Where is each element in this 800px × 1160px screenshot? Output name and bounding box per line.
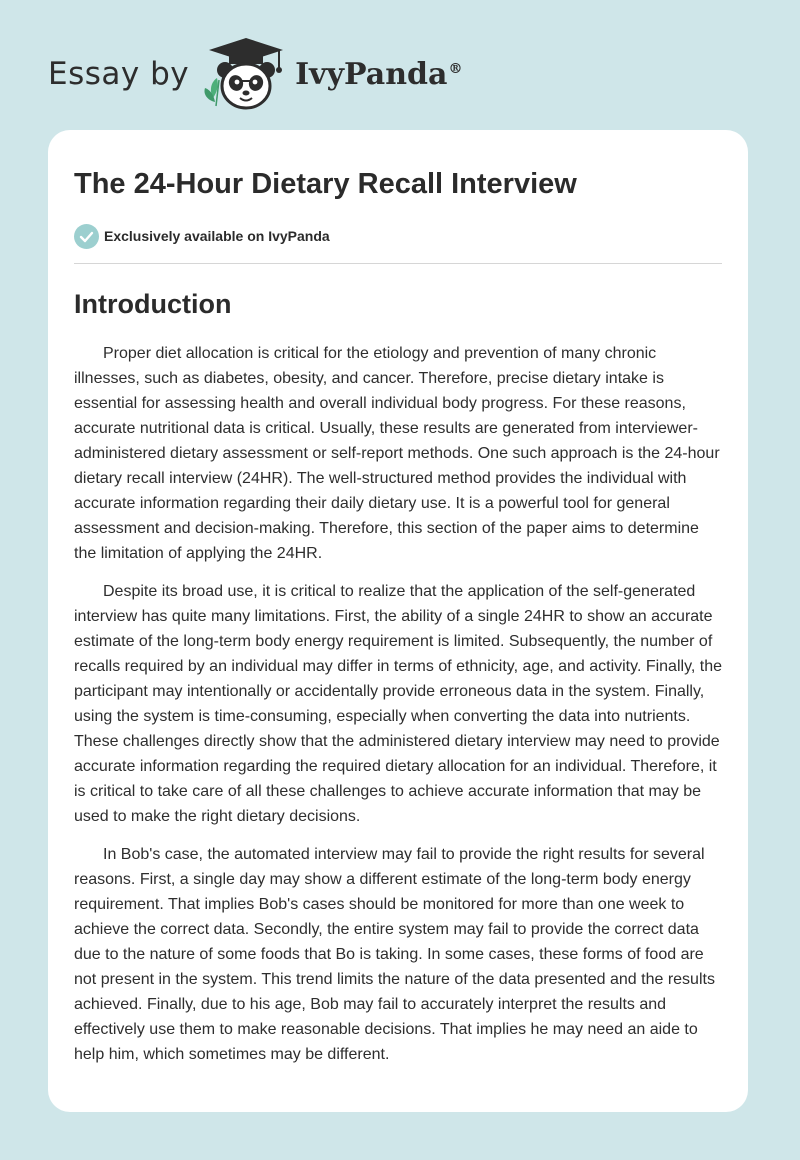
essay-title: The 24-Hour Dietary Recall Interview	[74, 168, 577, 200]
exclusive-badge	[74, 223, 722, 249]
brand-prefix: Essay by	[48, 56, 190, 92]
paragraph: Despite its broad use, it is critical to realize that the application of the self-generated interview has quite many limitations. First, the ability of a single 24HR to show an accurate estimate of the long-term body energy requirement is limited. Subsequently, the number of recalls required by an individual may differ in terms of ethnicity, age, and activity. Finally, the participant may intentionally or accidentally provide erroneous data in the system. Finally, using the system is time-consuming, especially when converting the data into nutrients. These challenges directly show that the administered dietary interview may need to provide accurate information regarding the required dietary allocation for an individual. Therefore, it is critical to take care of all these challenges to achieve accurate information that may be used to make the right dietary decisions.	[74, 583, 723, 825]
check-circle-icon	[74, 224, 99, 249]
paragraph: In Bob's case, the automated interview may fail to provide the right results for several reasons. First, a single day may show a different estimate of the long-term body energy requirement. That implies Bob's cases should be monitored for more than one week to achieve the correct data. Secondly, the entire system may fail to provide the correct data due to the nature of some foods that Bo is taking. In some cases, these forms of food are not present in the system. This trend limits the nature of the data presented and the results achieved. Finally, due to his age, Bob may fail to accurately interpret the results and effectively use them to make reasonable decisions. That implies he may need an aide to help him, which sometimes may be different.	[74, 846, 715, 1063]
brand-name: IvyPanda®	[295, 56, 463, 92]
section-body	[74, 341, 722, 1067]
essay-card	[48, 130, 748, 1112]
section-introduction	[74, 288, 722, 1067]
paragraph: Proper diet allocation is critical for the etiology and prevention of many chronic illnesses, such as diabetes, obesity, and cancer. Therefore, precise dietary intake is essential for assessing health and overall individual body progress. For these reasons, accurate nutritional data is critical. Usually, these results are generated from interviewer-administered dietary assessment or self-report methods. One such approach is the 24-hour dietary recall interview (24HR). The well-structured method provides the individual with accurate information regarding their daily dietary use. It is a powerful tool for general assessment and decision-making. Therefore, this section of the paper aims to determine the limitation of applying the 24HR.	[74, 345, 720, 562]
exclusive-label: Exclusively available on IvyPanda	[104, 228, 330, 244]
brand-header	[48, 34, 462, 114]
section-heading: Introduction	[74, 289, 232, 319]
registered-mark: ®	[448, 60, 463, 77]
title-divider	[74, 263, 722, 264]
graduation-panda-icon	[203, 36, 289, 112]
